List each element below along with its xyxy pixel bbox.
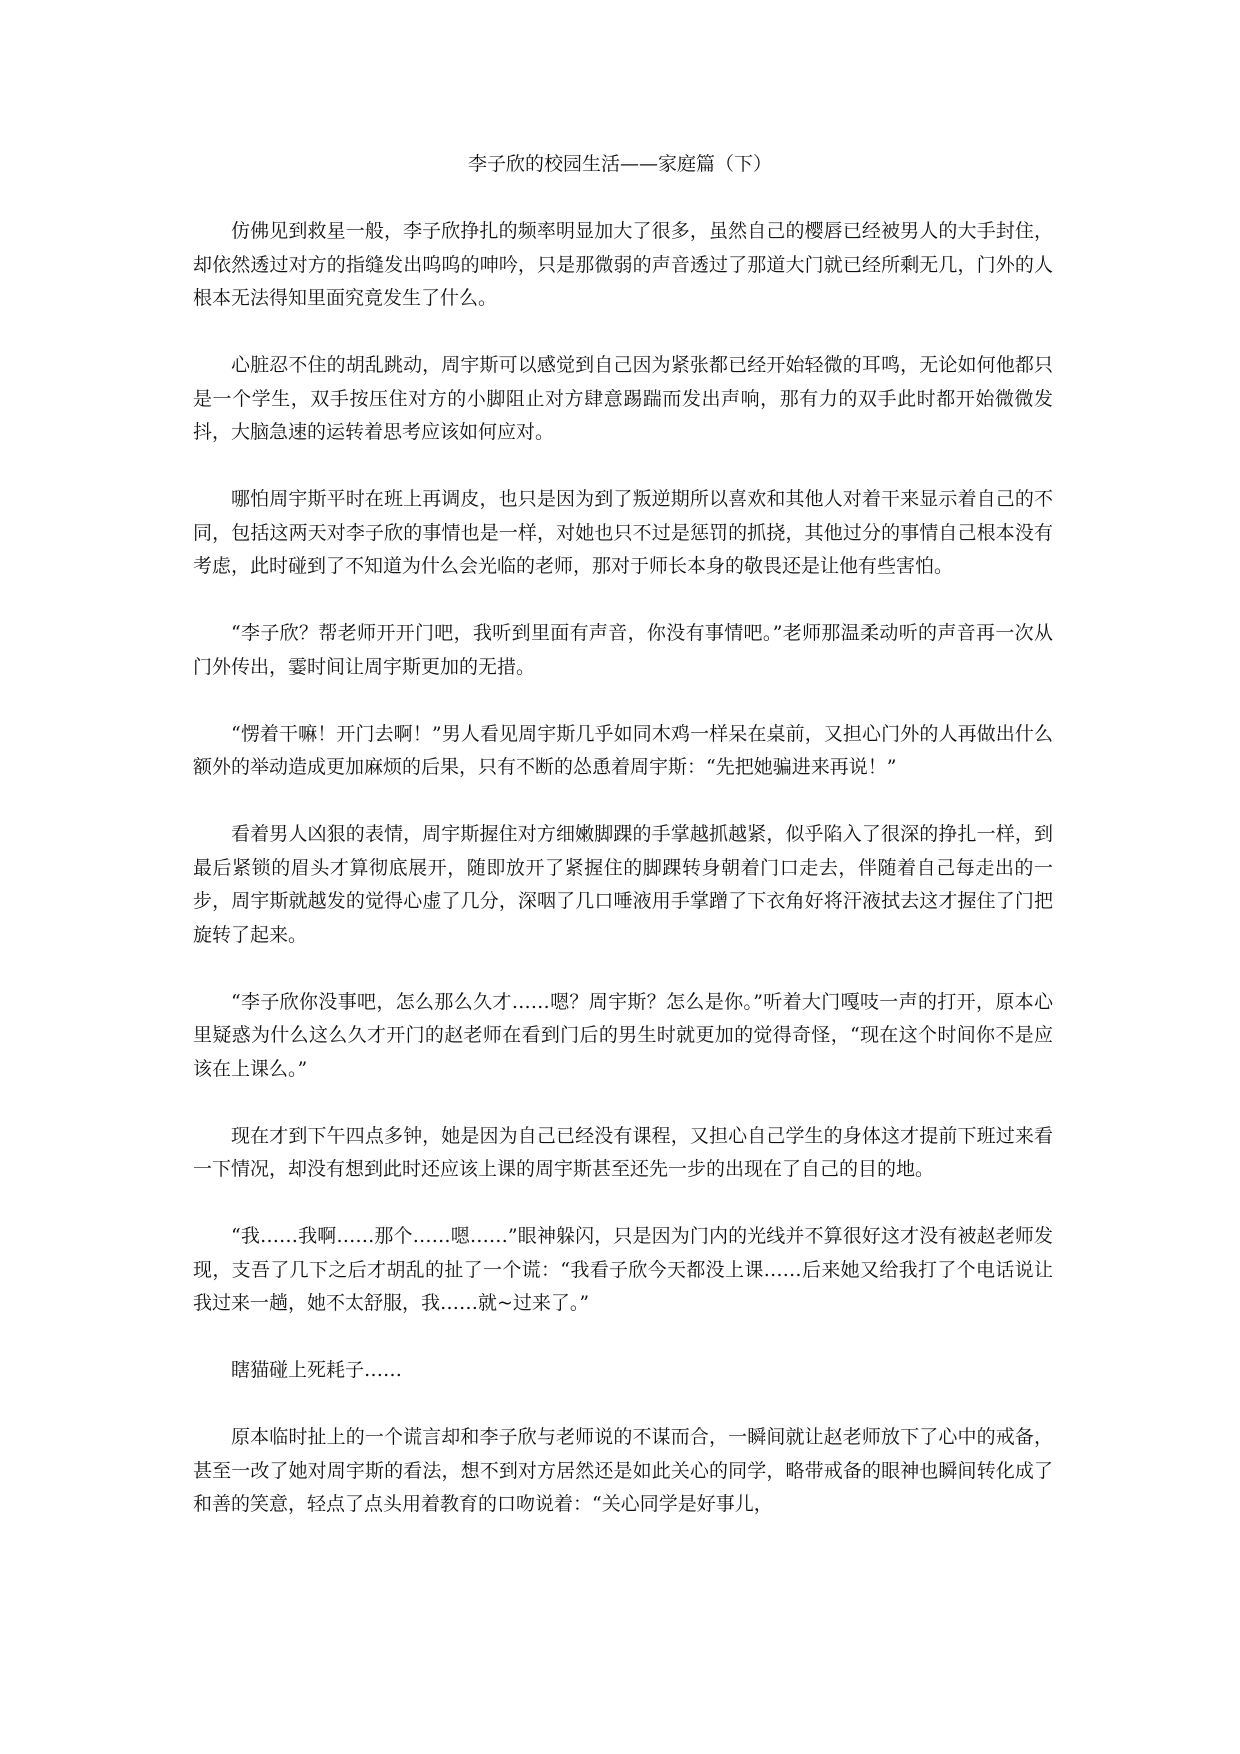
paragraph: “愣着干嘛！开门去啊！”男人看见周宇斯几乎如同木鸡一样呆在桌前，又担心门外的人再做出什么额外的举动造成更加麻烦的后果，只有不断的怂恿着周宇斯：“先把她骗进来再说！” <box>193 722 1053 778</box>
paragraph: 看着男人凶狠的表情，周宇斯握住对方细嫩脚踝的手掌越抓越紧，似乎陷入了很深的挣扎一样，到最后紧锁的眉头才算彻底展开，随即放开了紧握住的脚踝转身朝着门口走去，伴随着自己每走出的一步，周宇斯就越发的觉得心虚了几分，深咽了几口唾液用手掌蹭了下衣角好将汗液拭去这才握住了门把旋转了起来。 <box>193 823 1053 946</box>
paragraph: “李子欣？帮老师开开门吧，我听到里面有声音，你没有事情吧。”老师那温柔动听的声音再一次从门外传出，霎时间让周宇斯更加的无措。 <box>193 622 1053 678</box>
paragraph: 现在才到下午四点多钟，她是因为自己已经没有课程，又担心自己学生的身体这才提前下班过来看一下情况，却没有想到此时还应该上课的周宇斯甚至还先一步的出现在了自己的目的地。 <box>193 1124 1053 1180</box>
paragraph: “李子欣你没事吧，怎么那么久才……嗯？周宇斯？怎么是你。”听着大门嘎吱一声的打开，原本心里疑惑为什么这么久才开门的赵老师在看到门后的男生时就更加的觉得奇怪，“现在这个时间你不是应该在上课么。” <box>193 990 1053 1080</box>
paragraph: 哪怕周宇斯平时在班上再调皮，也只是因为到了叛逆期所以喜欢和其他人对着干来显示着自己的不同，包括这两天对李子欣的事情也是一样，对她也只不过是惩罚的抓挠，其他过分的事情自己根本没有考虑，此时碰到了不知道为什么会光临的老师，那对于师长本身的敬畏还是让他有些害怕。 <box>193 488 1053 577</box>
paragraph: 仿佛见到救星一般，李子欣挣扎的频率明显加大了很多，虽然自己的樱唇已经被男人的大手封住，却依然透过对方的指缝发出呜呜的呻吟，只是那微弱的声音透过了那道大门就已经所剩无几，门外的人根本无法得知里面究竟发生了什么。 <box>193 220 1053 309</box>
document-title: 李子欣的校园生活——家庭篇（下） <box>467 153 772 175</box>
document-body <box>193 215 1053 1555</box>
paragraph: 心脏忍不住的胡乱跳动，周宇斯可以感觉到自己因为紧张都已经开始轻微的耳鸣，无论如何他都只是一个学生，双手按压住对方的小脚阻止对方肆意踢踹而发出声响，那有力的双手此时都开始微微发抖，大脑急速的运转着思考应该如何应对。 <box>193 354 1053 443</box>
paragraph: 原本临时扯上的一个谎言却和李子欣与老师说的不谋而合，一瞬间就让赵老师放下了心中的戒备，甚至一改了她对周宇斯的看法，想不到对方居然还是如此关心的同学，略带戒备的眼神也瞬间转化成了和善的笑意，轻点了点头用着教育的口吻说着：“关心同学是好事儿， <box>193 1426 1053 1515</box>
paragraph: “我……我啊……那个……嗯……”眼神躲闪，只是因为门内的光线并不算很好这才没有被赵老师发现，支吾了几下之后才胡乱的扯了一个谎：“我看子欣今天都没上课……后来她又给我打了个电话说让我过来一趟，她不太舒服，我……就~过来了。” <box>193 1225 1053 1314</box>
paragraph: 瞎猫碰上死耗子…… <box>231 1359 403 1381</box>
